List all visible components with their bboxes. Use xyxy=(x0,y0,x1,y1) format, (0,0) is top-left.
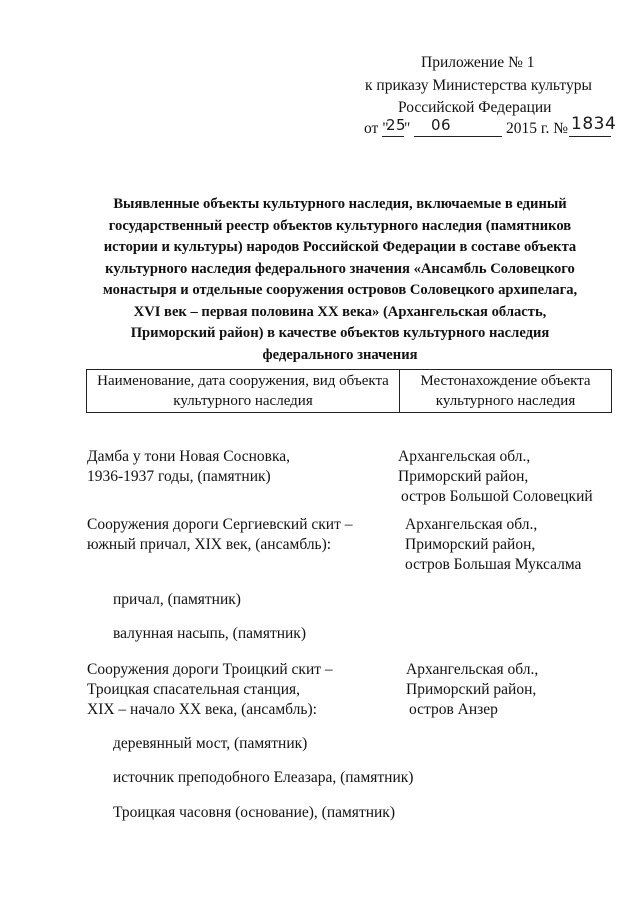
entry-name: Дамба у тони Новая Сосновка, 1936-1937 годы, (памятник) xyxy=(87,448,291,485)
order-number-underline xyxy=(569,136,611,137)
date-month-handwritten: 06 xyxy=(431,116,452,134)
date-quote: " xyxy=(404,120,411,137)
date-month-underline xyxy=(414,136,502,137)
title-line: федерального значения xyxy=(262,346,418,363)
title-line: культурного наследия федерального значения «Ансамбль Соловецкого xyxy=(105,260,575,277)
title-line: XVI век – первая половина XX века» (Архангельская область, xyxy=(133,303,547,320)
order-reference: к приказу Министерства культуры xyxy=(365,77,592,94)
column-header-name: Наименование, дата сооружения, вид объекта культурного наследия xyxy=(87,370,400,412)
table-header xyxy=(86,369,612,413)
ministry-country: Российской Федерации xyxy=(398,99,552,116)
order-date-line xyxy=(364,114,617,142)
column-header-location: Местонахождение объекта культурного наследия xyxy=(420,373,591,409)
order-number-handwritten: 1834 xyxy=(571,114,617,134)
entry-subitem: деревянный мост, (памятник) xyxy=(113,735,308,752)
date-day-handwritten: 25 xyxy=(386,116,407,134)
entry-location: Архангельская обл., Приморский район, остров Большая Муксалма xyxy=(405,516,582,573)
title-line: истории и культуры) народов Российской Федерации в составе объекта xyxy=(103,239,577,255)
entry-subitem: причал, (памятник) xyxy=(113,591,241,608)
date-year: 2015 г. № xyxy=(506,120,569,137)
entry-subitem: Троицкая часовня (основание), (памятник) xyxy=(113,804,395,821)
title-line: Выявленные объекты культурного наследия, включаемые в единый xyxy=(113,196,567,212)
title-line: монастыря и отдельные сооружения островов Соловецкого архипелага, xyxy=(102,282,578,298)
title-line: государственный реестр объектов культурного наследия (памятников xyxy=(108,217,572,234)
title-line: Приморский район) в качестве объектов культурного наследия xyxy=(130,325,550,341)
document-title xyxy=(70,194,610,366)
entry-name: Сооружения дороги Троицкий скит – Троицкая спасательная станция, XIX – начало XX века, (ансамбль): xyxy=(87,661,333,718)
date-prefix: от " xyxy=(364,120,389,137)
appendix-number: Приложение № 1 xyxy=(421,54,535,71)
entry-subitem: источник преподобного Елеазара, (памятник) xyxy=(113,769,414,786)
entry-location: Архангельская обл., Приморский район, остров Анзер xyxy=(406,661,539,718)
entry-location: Архангельская обл., Приморский район, остров Большой Соловецкий xyxy=(398,448,593,505)
entry-name: Сооружения дороги Сергиевский скит – южный причал, XIX век, (ансамбль): xyxy=(87,516,353,553)
date-day-underline xyxy=(382,136,404,137)
entry-subitem: валунная насыпь, (памятник) xyxy=(113,625,307,642)
